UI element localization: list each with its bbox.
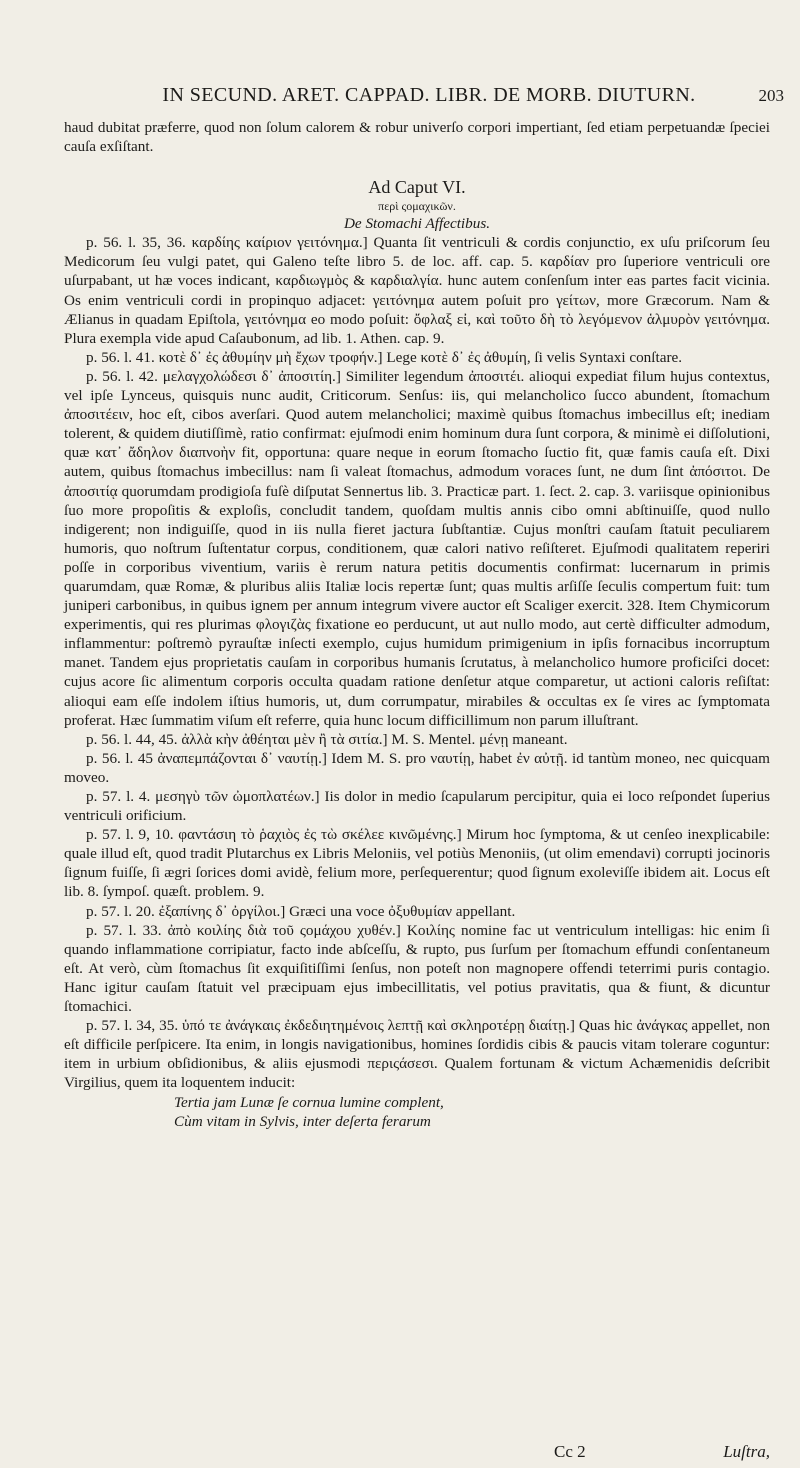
chapter-greek-subtitle: περὶ ςομαχικῶν. bbox=[378, 199, 456, 214]
body-text bbox=[64, 118, 770, 1131]
running-head-title: IN SECUND. ARET. CAPPAD. LIBR. DE MORB. DIUTURN. bbox=[162, 84, 696, 106]
note-p56-l44: p. 56. l. 44, 45. ἀλλὰ κὴν ἀθέηται μὲν ἢ τὰ σιτία.] M. S. Mentel. μένῃ maneant. bbox=[86, 730, 568, 748]
note-p56-l35: p. 56. l. 35, 36. καρδίης καίριον γειτόνημα.] Quanta ſit ventriculi & cordis conjunctio, ex uſu priſcorum ſeu Medicorum ſeu vulgi patet, qui Galeno teſte libro 5. de loc. aff. cap. 5. καρδίαν pro ſuperiore ventriculi ore uſurpabant, ut hæ voces indicant, καρδιωγμὸς & καρδιαλγία. hunc autem conſenſum inter eas partes facit vicinia. Os enim ventriculi cordi in propinquo adjacet: γειτόνημα autem poſuit pro γείτων, more Græcorum. Nam & Ælianus in quadam Epiſtola, γειτόνημα eo modo poſuit: ὄφλαξ εἰ, καὶ τοῦτο δὴ τὸ λεγόμενον ἁλμυρὸν γειτόνημα. Plura exempla vide apud Caſaubonum, ad lib. 1. Athen. cap. 9. bbox=[64, 234, 770, 347]
page-number: 203 bbox=[758, 86, 784, 105]
note-p57-l34: p. 57. l. 34, 35. ὑπό τε ἀνάγκαις ἐκδεδιητημένοις λεπτῇ καὶ σκληροτέρῃ διαίτῃ.] Quas hic ἀνάγκας appellet, non eſt difficile perſpicere. Ita enim, in longis navigationibus, homines ſordidis cibis & paucis vitam tolerare coguntur: item in urbium obſidionibus, & aliis ejusmodi περιςάσεσι. Qualem fortunam & victum Achæmenidis deſcribit Virgilius, quem ita loquentem inducit: bbox=[64, 1017, 770, 1092]
note-p56-l41: p. 56. l. 41. κοτὲ δ᾽ ἐς ἀθυμίην μὴ ἔχων τροφήν.] Lege κοτὲ δ᾽ ἐς ἀθυμίη, ſi velis Syntaxi conſtare. bbox=[86, 348, 683, 366]
verse-line-2: Cùm vitam in Sylvis, inter deſerta ferarum bbox=[174, 1112, 431, 1130]
running-head bbox=[134, 82, 784, 110]
note-p56-l45: p. 56. l. 45 ἀναπεμπάζονται δ᾽ ναυτίῃ.] Idem M. S. pro ναυτίῃ, habet ἐν αὐτῇ. id tantùm moneo, nec quicquam moveo. bbox=[64, 749, 770, 786]
continuation-paragraph: haud dubitat præferre, quod non ſolum calorem & robur univerſo corpori impertiant, ſed etiam perpetuandæ ſpeciei cauſa exſiſtant. bbox=[64, 119, 770, 156]
chapter-latin-subtitle: De Stomachi Affectibus. bbox=[343, 215, 491, 233]
note-p56-l42: p. 56. l. 42. μελαγχολώδεσι δ᾽ ἀποσιτίη.] Similiter legendum ἀποσιτέι. alioqui expediat filum hujus contextus, vel ipſe Lynceus, quisquis nunc audit, Criticorum. Senſus: iis, qui melancholico ſucco abundent, ſtomachum ἀποσιτέειν, hoc eſt, cibos averſari. Quod autem melancholici; maximè quibus ſtomachus imbecillus eſt; inediam tolerent, & quidem diutiſſimè, ratio confirmat: ejuſmodi enim hominum dura ſunt corpora, & minimè ei diſſolutioni, quæ κατ᾽ ἄδηλον διαπνοὴν fit, opportuna: quare neque in eorum ſtomacho ſuctio fit, quæ famis cauſa eſt. Dixi autem, quibus ſtomachus imbecillus: nam ſi valeat ſtomachus, admodum voraces ſunt, ne dum ſint ἀπόσιτοι. De ἀποσιτίᾳ quorumdam prodigioſa fuſè diſputat Sennertus lib. 3. Practicæ part. 1. ſect. 2. cap. 3. variisque opinionibus ſuo more propoſitis & exploſis, concludit tandem, quoſdam multis annis cibo omni abſtinuiſſe, quod nullo indigerent; non indiguiſſe, quod in iis nulla fieret jactura ſubſtantiæ. Cujus monſtri cauſam ſtatuit peculiarem humoris, quo noſtrum ſuſtentatur corpus, conditionem, quæ calori nativo reſiſteret. Ejuſmodi qualitatem reperiri poſſe in corporibus viventium, variis è rerum natura petitis documentis confirmat: lucernarum in primis quarumdam, quæ Romæ, & pluribus aliis Italiæ locis repertæ ſunt; quas multis arſiſſe ſeculis compertum fuit: tum juniperi carbonibus, in quibus ignem per annum integrum vivere auctor eſt Scaliger exercit. 328. Item Chymicorum experimentis, qui res plurimas φλογιζὰς fixatione eo perducunt, ut aut nullo modo, aut certè difficulter admodum, inflammentur: poſtremò pyrauſtæ inſecti exemplo, cujus humidum primigenium in ipſis fornacibus incorruptum manet. Tandem ejus proprietatis cauſam in corporibus humanis ſcrutatus, à melancholico humore proficiſci docet: cujus acore ſic alimentum corporis occulta quadam ratione denſetur atque comparetur, ut actioni caloris reſiſtat: alioqui eam eſſe indolem iſtius humoris, ut, dum corrumpatur, mirabiles & occultas ex ſe vires ac ſymptomata proferat. Hæc ſummatim viſum eſt referre, quia hunc locum difficillimum non parum illuſtrant. bbox=[64, 367, 770, 729]
signature-mark: Cc 2 bbox=[554, 1442, 586, 1461]
book-page bbox=[64, 82, 784, 1461]
page-footer bbox=[64, 1442, 770, 1466]
note-p57-l20: p. 57. l. 20. ἐξαπίνης δ᾽ ὀργίλοι.] Græci una voce ὀξυθυμίαν appellant. bbox=[86, 902, 516, 920]
verse-line-1: Tertia jam Lunæ ſe cornua lumine complent, bbox=[174, 1093, 444, 1111]
catchword: Luſtra, bbox=[723, 1442, 770, 1461]
note-p57-l9: p. 57. l. 9, 10. φαντάσιη τὸ ῥαχιὸς ἐς τὼ σκέλεε κινῶμένης.] Mirum hoc ſymptoma, & ut cenſeo inexplicabile: quale illud eſt, quod tradit Plutarchus ex Libris Meloniis, vel potiùs Menoniis, (ut olim emendavi) corrupti jocinoris ſignum fuiſſe, ſi ægri ſorices domi avidè, felium more, perſequerentur; quod ſignum exoleviſſe ibidem ait. Locus eſt lib. 8. ſympoſ. quæſt. problem. 9. bbox=[64, 826, 770, 901]
chapter-heading: Ad Caput VI. bbox=[368, 177, 466, 198]
note-p57-l4: p. 57. l. 4. μεσηγὺ τῶν ὠμοπλατέων.] Iis dolor in medio ſcapularum percipitur, quia ei loco reſpondet ſuperius ventriculi orificium. bbox=[64, 788, 770, 825]
note-p57-l33: p. 57. l. 33. ἀπὸ κοιλίης διὰ τοῦ ςομάχου χυθέν.] Κοιλίης nomine fac ut ventriculum intelligas: hic enim ſi quando inflammatione corripiatur, facto inde abſceſſu, & rupto, pus ſurſum per ſtomachum effundi conſentaneum eſt. At verò, cùm ſtomachus ſit exquiſitiſſimi ſenſus, non poteſt non magnopere offendi teterrimi puris contagio. Hanc igitur cauſam ſtatuit vel præcipuam ejus imbecillitatis, vel potius pravitatis, qua & fiunt, & dicuntur ſtomachici. bbox=[64, 921, 770, 1016]
